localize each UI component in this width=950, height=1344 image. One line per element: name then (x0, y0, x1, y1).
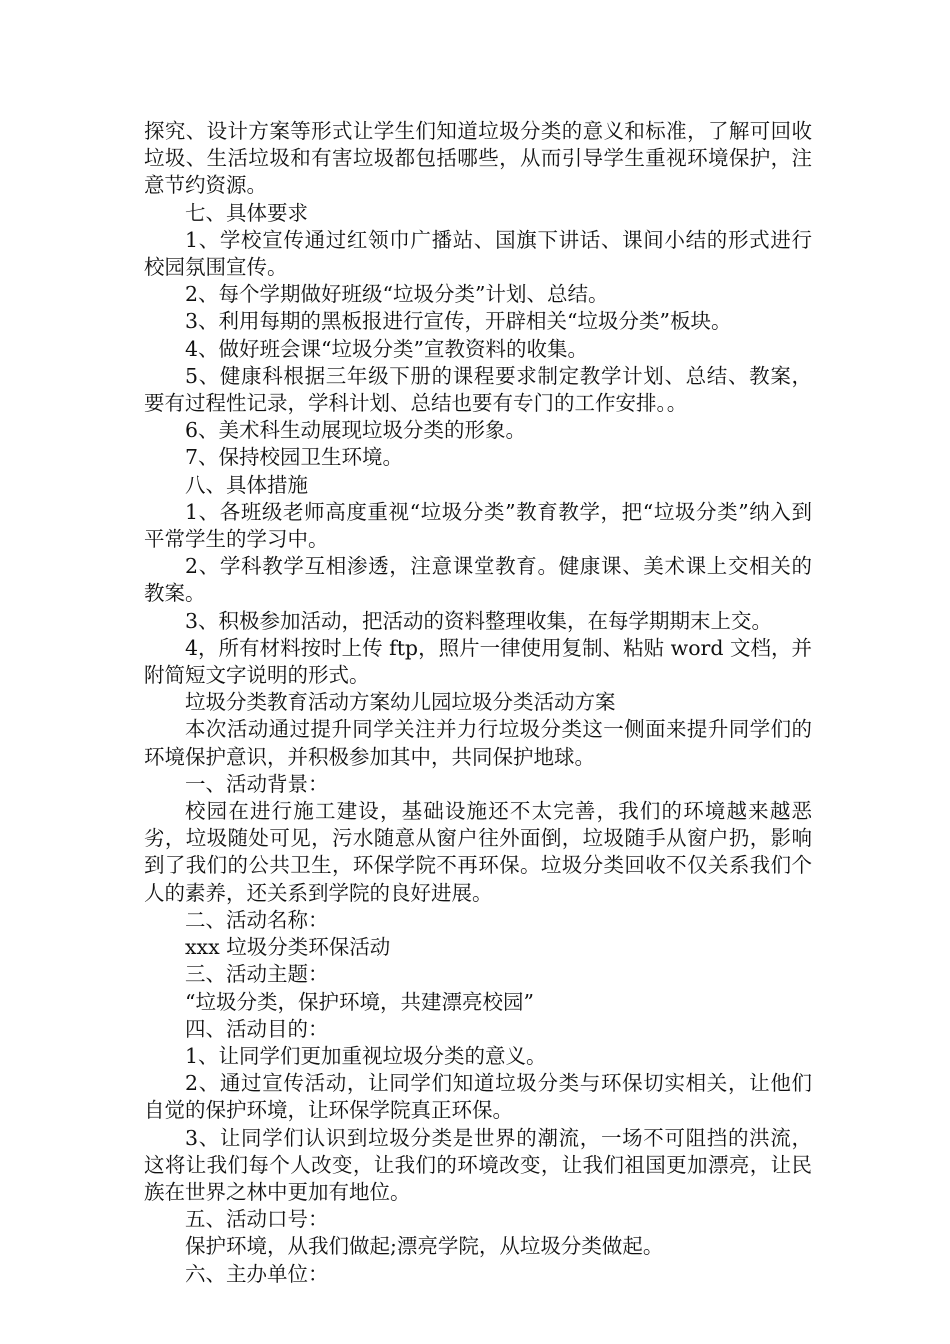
paragraph: 五、活动口号： (185, 1207, 329, 1232)
paragraph: 6、美术科生动展现垃圾分类的形象。 (185, 418, 527, 443)
paragraph: 1、各班级老师高度重视“垃圾分类”教育教学，把“垃圾分类”纳入到平常学生的学习中。 (144, 499, 812, 552)
paragraph: 2、学科教学互相渗透，注意课堂教育。健康课、美术课上交相关的教案。 (144, 554, 812, 606)
paragraph: 垃圾分类教育活动方案幼儿园垃圾分类活动方案 (185, 690, 616, 715)
paragraph: 四、活动目的： (185, 1016, 329, 1041)
paragraph: 六、主办单位： (185, 1261, 329, 1286)
paragraph: 一、活动背景： (185, 771, 329, 796)
paragraph: 4、做好班会课“垃圾分类”宣教资料的收集。 (185, 336, 589, 361)
paragraph: 3、利用每期的黑板报进行宣传，开辟相关“垃圾分类”板块。 (185, 309, 732, 334)
paragraph: 3、积极参加活动，把活动的资料整理收集，在每学期期末上交。 (185, 608, 773, 633)
paragraph: 1、学校宣传通过红领巾广播站、国旗下讲话、课间小结的形式进行校园氛围宣传。 (144, 227, 812, 280)
paragraph: “垃圾分类，保护环境，共建漂亮校园” (185, 989, 534, 1014)
paragraph: 1、让同学们更加重视垃圾分类的意义。 (185, 1043, 547, 1068)
paragraph: 7、保持校园卫生环境。 (185, 445, 404, 470)
paragraph: 三、活动主题： (185, 962, 329, 987)
paragraph: 八、具体措施 (185, 472, 308, 497)
paragraph: 校园在进行施工建设，基础设施还不太完善，我们的环境越来越恶劣，垃圾随处可见，污水随意从窗户往外面倒，垃圾随手从窗户扔，影响到了我们的公共卫生，环保学院不再环保。垃圾分类回收不仅关系我们个人的素养，还关系到学院的良好进展。 (144, 799, 812, 905)
paragraph: 2、通过宣传活动，让同学们知道垃圾分类与环保切实相关，让他们自觉的保护环境，让环保学院真正环保。 (144, 1071, 812, 1123)
paragraph: xxx 垃圾分类环保活动 (185, 935, 391, 960)
paragraph: 4，所有材料按时上传 ftp，照片一律使用复制、粘贴 word 文档，并附简短文字说明的形式。 (144, 635, 812, 688)
paragraph: 3、让同学们认识到垃圾分类是世界的潮流，一场不可阻挡的洪流，这将让我们每个人改变，让我们的环境改变，让我们祖国更加漂亮，让民族在世界之林中更加有地位。 (144, 1125, 812, 1204)
document-body (144, 118, 812, 1288)
paragraph: 保护环境，从我们做起;漂亮学院，从垃圾分类做起。 (185, 1234, 664, 1259)
paragraph: 探究、设计方案等形式让学生们知道垃圾分类的意义和标准，了解可回收垃圾、生活垃圾和有害垃圾都包括哪些，从而引导学生重视环境保护，注意节约资源。 (144, 119, 812, 198)
paragraph: 5、健康科根据三年级下册的课程要求制定教学计划、总结、教案，要有过程性记录，学科计划、总结也要有专门的工作安排。。 (144, 363, 812, 416)
paragraph: 2、每个学期做好班级“垃圾分类”计划、总结。 (185, 282, 609, 307)
paragraph: 本次活动通过提升同学关注并力行垃圾分类这一侧面来提升同学们的环境保护意识，并积极参加其中，共同保护地球。 (144, 717, 812, 769)
paragraph: 七、具体要求 (185, 200, 308, 225)
paragraph: 二、活动名称： (185, 907, 329, 932)
